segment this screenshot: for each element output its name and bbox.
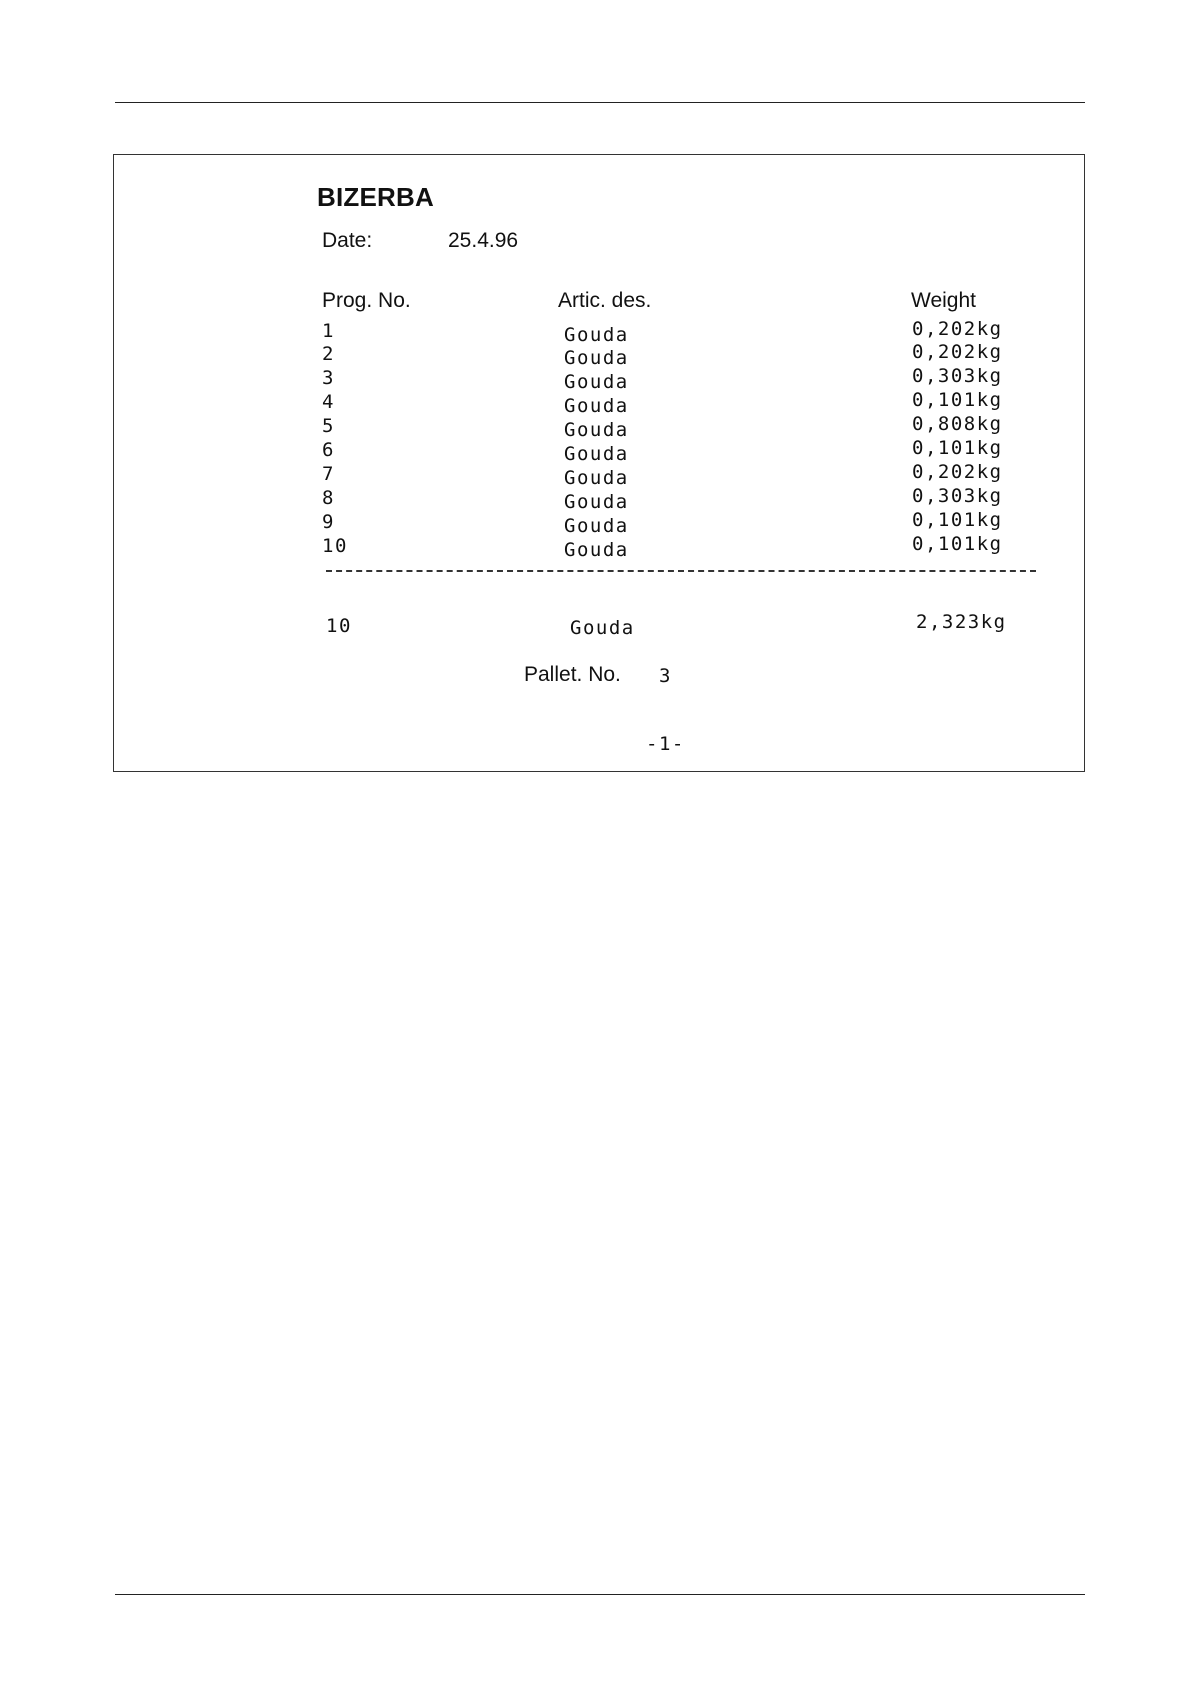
table-row — [114, 391, 1084, 415]
table-row — [114, 487, 1084, 511]
date-value: 25.4.96 — [448, 229, 519, 252]
table-row — [114, 463, 1084, 487]
prog-number: 8 — [322, 487, 335, 509]
article-description: Gouda — [564, 515, 629, 537]
footer-rule — [115, 1594, 1085, 1595]
article-description: Gouda — [564, 324, 629, 346]
prog-number: 1 — [322, 320, 335, 342]
weight-value: 0,101kg — [912, 437, 1003, 459]
table-row — [114, 343, 1084, 367]
pallet-label: Pallet. No. — [524, 663, 621, 686]
table-row — [114, 415, 1084, 439]
page-number: -1- — [646, 733, 685, 755]
article-description: Gouda — [564, 443, 629, 465]
column-header-weight: Weight — [911, 289, 976, 312]
prog-number: 6 — [322, 439, 335, 461]
article-description: Gouda — [564, 419, 629, 441]
article-description: Gouda — [564, 539, 629, 561]
weight-value: 0,202kg — [912, 318, 1003, 340]
weight-value: 0,101kg — [912, 509, 1003, 531]
pallet-value: 3 — [659, 665, 672, 687]
weight-value: 0,303kg — [912, 485, 1003, 507]
weight-value: 0,101kg — [912, 533, 1003, 555]
column-header-artic-des: Artic. des. — [558, 289, 652, 312]
table-row — [114, 511, 1084, 535]
table-row — [114, 535, 1084, 559]
weight-value: 0,808kg — [912, 413, 1003, 435]
prog-number: 4 — [322, 391, 335, 413]
total-row — [114, 613, 1084, 639]
weight-value: 0,202kg — [912, 461, 1003, 483]
dashed-separator — [326, 570, 1036, 572]
column-header-prog-no: Prog. No. — [322, 289, 411, 312]
prog-number: 3 — [322, 367, 335, 389]
header-rule — [115, 102, 1085, 103]
printed-ticket — [113, 154, 1085, 772]
article-description: Gouda — [564, 347, 629, 369]
weight-value: 0,303kg — [912, 365, 1003, 387]
article-description: Gouda — [564, 371, 629, 393]
prog-number: 10 — [322, 535, 348, 557]
total-count: 10 — [326, 615, 352, 637]
weight-value: 0,101kg — [912, 389, 1003, 411]
prog-number: 5 — [322, 415, 335, 437]
total-weight: 2,323kg — [916, 611, 1007, 633]
date-label: Date: — [322, 229, 373, 252]
table-row — [114, 367, 1084, 391]
weight-value: 0,202kg — [912, 341, 1003, 363]
table-row — [114, 439, 1084, 463]
prog-number: 2 — [322, 343, 335, 365]
total-article: Gouda — [570, 617, 635, 639]
article-description: Gouda — [564, 491, 629, 513]
article-description: Gouda — [564, 467, 629, 489]
prog-number: 9 — [322, 511, 335, 533]
prog-number: 7 — [322, 463, 335, 485]
article-description: Gouda — [564, 395, 629, 417]
brand-name: BIZERBA — [317, 182, 434, 212]
